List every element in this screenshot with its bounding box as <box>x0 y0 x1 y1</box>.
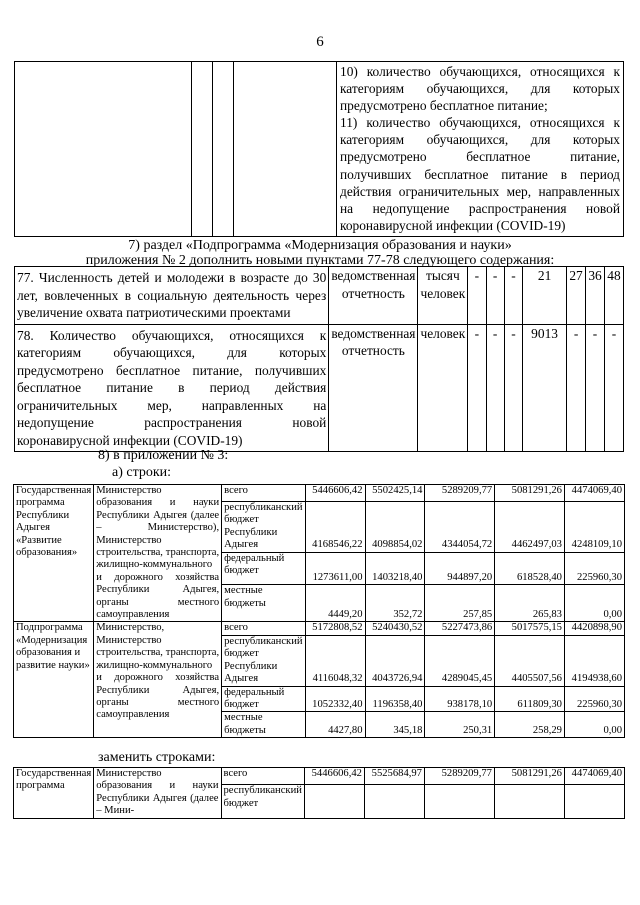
amount-cell <box>364 785 424 818</box>
replacement-row-line-total <box>14 768 625 785</box>
section-7-subheading: приложения № 2 дополнить новыми пунктами 77-78 следующего содержания: <box>85 253 555 268</box>
funding-label: республиканский бюджет Республики Адыгея <box>222 635 305 686</box>
funding-label: республиканский бюджет <box>221 785 304 818</box>
amount-cell: 4427,80 <box>305 712 365 738</box>
amount-cell: 5081291,26 <box>494 768 564 785</box>
value-cell: - <box>468 324 486 452</box>
amount-cell: 345,18 <box>365 712 425 738</box>
funding-label: федеральный бюджет <box>222 686 305 712</box>
value-cell: 27 <box>567 267 586 325</box>
amount-cell: 5446606,42 <box>305 485 365 502</box>
value-cell: 36 <box>586 267 605 325</box>
funding-label: республиканский бюджет Республики Адыгея <box>222 502 305 553</box>
empty-cell <box>15 62 192 237</box>
executor-name: Министерство образования и науки Республики Адыгея (далее – Министерство), Министерство строительства, транспорта, жилищно-коммунального и дорожного хозяйства Республики Адыгея, органы местного самоуправления <box>94 485 222 622</box>
subprogram-name: Подпрограмма «Модернизация образования и развитие науки» <box>14 622 94 738</box>
amount-cell: 5289209,77 <box>425 485 495 502</box>
amount-cell: 0,00 <box>564 712 624 738</box>
amount-cell: 611809,30 <box>495 686 565 712</box>
amount-cell: 352,72 <box>365 585 425 622</box>
page-number: 6 <box>316 34 324 50</box>
amount-cell: 1196358,40 <box>365 686 425 712</box>
funding-label: всего <box>221 768 304 785</box>
indicator-source: ведомственная отчетность <box>329 267 418 325</box>
amount-cell <box>424 785 494 818</box>
indicators-table <box>14 266 624 452</box>
program-name: Государственная программа <box>14 768 94 819</box>
program-row-line-total <box>14 485 625 502</box>
amount-cell: 944897,20 <box>425 552 495 585</box>
value-cell: 9013 <box>523 324 567 452</box>
amount-cell <box>304 785 364 818</box>
indicator-unit: человек <box>418 324 468 452</box>
amount-cell: 5017575,15 <box>495 622 565 635</box>
subprogram-row-line-total <box>14 622 625 635</box>
amount-cell: 4289045,45 <box>425 635 495 686</box>
amount-cell: 4405507,56 <box>495 635 565 686</box>
indicator-row-78 <box>15 324 624 452</box>
amount-cell: 4248109,10 <box>564 502 624 553</box>
amount-cell: 5172808,52 <box>305 622 365 635</box>
amount-cell: 5227473,86 <box>425 622 495 635</box>
value-cell: - <box>468 267 486 325</box>
funding-label: местные бюджеты <box>222 585 305 622</box>
amount-cell: 4462497,03 <box>495 502 565 553</box>
amount-cell: 225960,30 <box>564 552 624 585</box>
value-cell: - <box>586 324 605 452</box>
amount-cell: 618528,40 <box>495 552 565 585</box>
amount-cell: 225960,30 <box>564 686 624 712</box>
amount-cell: 257,85 <box>425 585 495 622</box>
item-11-text: 11) количество обучающихся, относящихся к категориям обучающихся, для которых предусмотрено бесплатное питание, получивших бесплатное питание в период действия ограничительных мер, направленных на недопущение распространения новой коронавирусной инфекции (COVID-19) <box>340 115 620 233</box>
indicator-row-77 <box>15 267 624 325</box>
funding-label: местные бюджеты <box>222 712 305 738</box>
amount-cell: 1403218,40 <box>365 552 425 585</box>
amount-cell: 265,83 <box>495 585 565 622</box>
value-cell: - <box>486 324 504 452</box>
amount-cell: 4194938,60 <box>564 635 624 686</box>
annex-3-replacement-rows <box>13 767 625 819</box>
executor-name: Министерство, Министерство строительства, транспорта, жилищно-коммунального и дорожного хозяйства Республики Адыгея, органы местного самоуправления <box>94 622 222 738</box>
amount-cell <box>494 785 564 818</box>
amount-cell: 4420898,90 <box>564 622 624 635</box>
indicator-source: ведомственная отчетность <box>329 324 418 452</box>
item-10-text: 10) количество обучающихся, относящихся к категориям обучающихся, для которых предусмотрено бесплатное питание; <box>340 64 620 114</box>
amount-cell: 1052332,40 <box>305 686 365 712</box>
value-cell: - <box>604 324 623 452</box>
executor-name: Министерство образования и науки Республики Адыгея (далее – Мини- <box>94 768 221 819</box>
funding-label: федеральный бюджет <box>222 552 305 585</box>
amount-cell: 5525684,97 <box>364 768 424 785</box>
annex-3-original-rows <box>13 484 625 738</box>
amount-cell: 4168546,22 <box>305 502 365 553</box>
subsection-a-heading: а) строки: <box>112 465 172 480</box>
amount-cell: 5081291,26 <box>495 485 565 502</box>
section-8-heading: 8) в приложении № 3: <box>98 448 229 463</box>
amount-cell: 5240430,52 <box>365 622 425 635</box>
amount-cell: 938178,10 <box>425 686 495 712</box>
amount-cell: 4474069,40 <box>564 485 624 502</box>
value-cell: - <box>504 324 522 452</box>
empty-cell <box>234 62 337 237</box>
indicator-name: 78. Количество обучающихся, относящихся к категориям обучающихся, для которых предусмотрено бесплатное питание, получивших бесплатное питание в период действия ограничительных мер, направленных на недопущение распространения новой коронавирусной инфекции (COVID-19) <box>15 324 329 452</box>
indicator-list-cell <box>337 62 624 237</box>
empty-cell <box>192 62 213 237</box>
value-cell: - <box>486 267 504 325</box>
amount-cell: 250,31 <box>425 712 495 738</box>
amount-cell: 4043726,94 <box>365 635 425 686</box>
indicator-name: 77. Численность детей и молодежи в возрасте до 30 лет, вовлеченных в социальную деятельность через увеличение охвата патриотическими проектами <box>15 267 329 325</box>
value-cell: 21 <box>523 267 567 325</box>
amount-cell: 4098854,02 <box>365 502 425 553</box>
amount-cell: 4449,20 <box>305 585 365 622</box>
amount-cell <box>564 785 624 818</box>
section-7-heading: 7) раздел «Подпрограмма «Модернизация образования и науки» <box>128 238 512 253</box>
replace-with-heading: заменить строками: <box>98 750 216 765</box>
amount-cell: 5502425,14 <box>365 485 425 502</box>
amount-cell: 0,00 <box>564 585 624 622</box>
amount-cell: 5446606,42 <box>304 768 364 785</box>
value-cell: - <box>504 267 522 325</box>
funding-label: всего <box>222 622 305 635</box>
amount-cell: 4344054,72 <box>425 502 495 553</box>
amount-cell: 4116048,32 <box>305 635 365 686</box>
amount-cell: 258,29 <box>495 712 565 738</box>
funding-label: всего <box>222 485 305 502</box>
continuation-table <box>14 61 624 237</box>
program-name: Государственная программа Республики Адыгея «Развитие образования» <box>14 485 94 622</box>
amount-cell: 1273611,00 <box>305 552 365 585</box>
value-cell: 48 <box>604 267 623 325</box>
value-cell: - <box>567 324 586 452</box>
empty-cell <box>213 62 234 237</box>
indicator-unit: тысяч человек <box>418 267 468 325</box>
amount-cell: 5289209,77 <box>424 768 494 785</box>
amount-cell: 4474069,40 <box>564 768 624 785</box>
